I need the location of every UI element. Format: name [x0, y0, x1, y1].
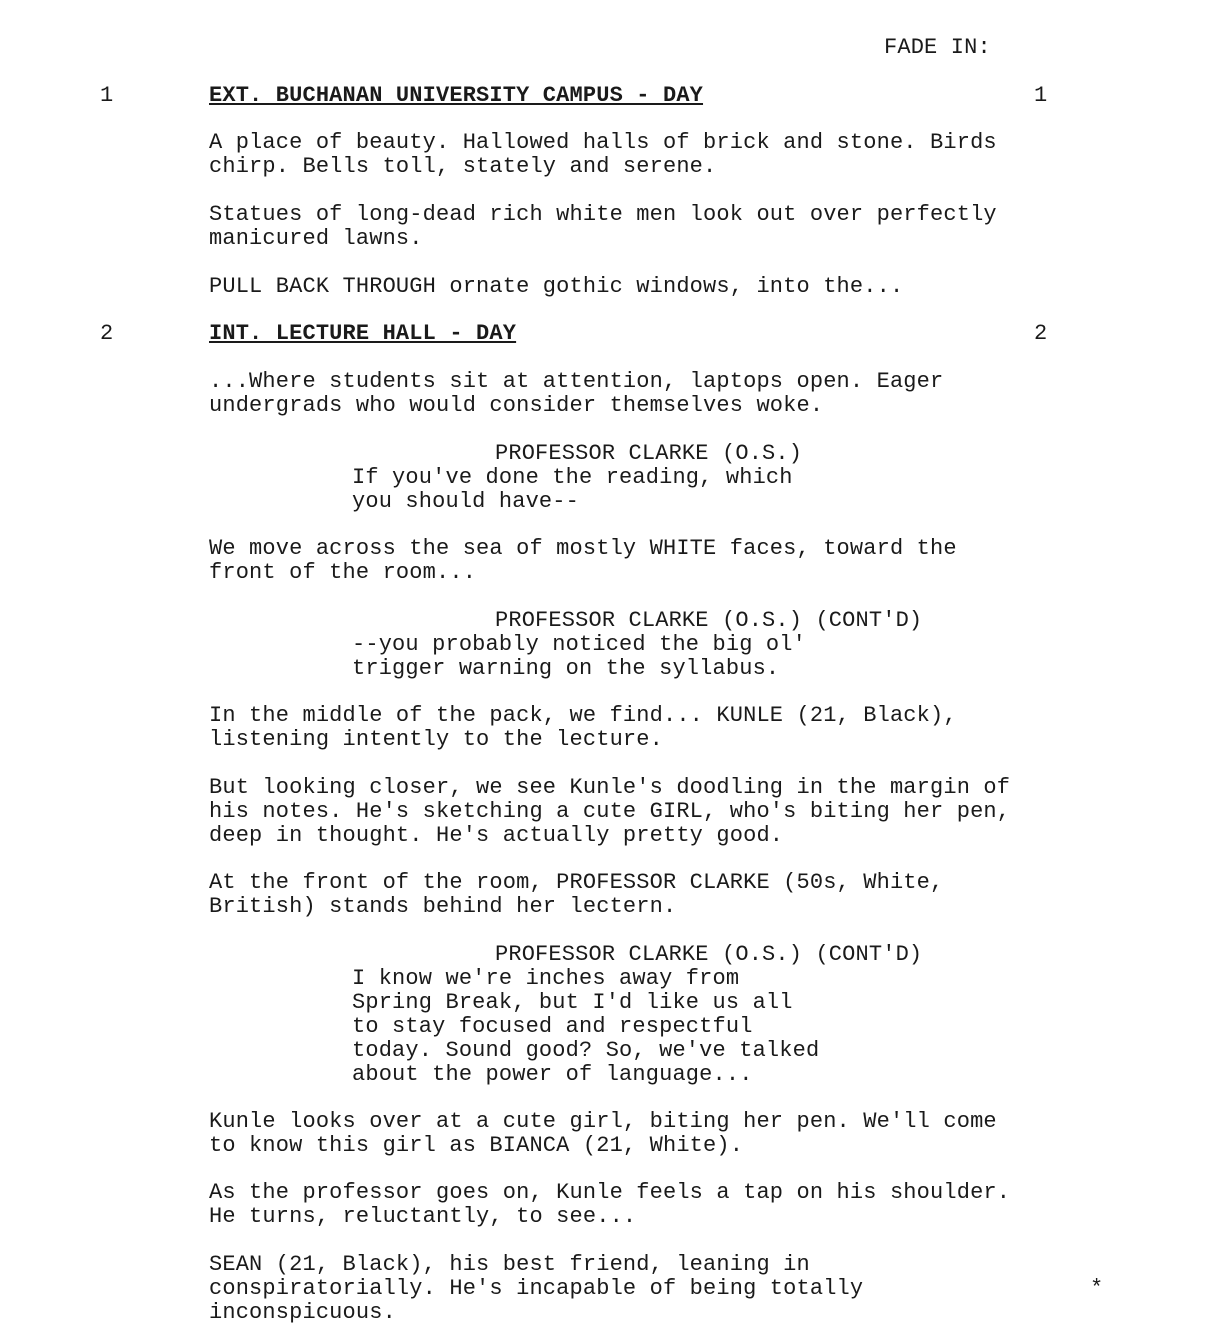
action-paragraph: A place of beauty. Hallowed halls of brick and stone. Birds chirp. Bells toll, stately and serene.	[209, 130, 997, 179]
transition-fade-in: FADE IN:	[884, 35, 991, 60]
action-paragraph: At the front of the room, PROFESSOR CLARKE (50s, White, British) stands behind her lectern.	[209, 870, 944, 919]
scene-number-left: 2	[100, 321, 114, 346]
scene-heading: EXT. BUCHANAN UNIVERSITY CAMPUS - DAY	[209, 83, 704, 108]
scene-number-right: 2	[1034, 321, 1048, 346]
action-paragraph: Kunle looks over at a cute girl, biting her pen. We'll come to know this girl as BIANCA (21, White).	[209, 1109, 997, 1158]
action-paragraph: We move across the sea of mostly WHITE faces, toward the front of the room...	[209, 536, 957, 585]
character-cue: PROFESSOR CLARKE (O.S.)	[495, 441, 803, 466]
dialogue-text: --you probably noticed the big ol' trigger warning on the syllabus.	[352, 632, 806, 681]
dialogue-text: If you've done the reading, which you should have--	[352, 465, 793, 514]
revision-asterisk: *	[1090, 1276, 1104, 1301]
dialogue-text: I know we're inches away from Spring Break, but I'd like us all to stay focused and respectful today. Sound good? So, we've talked about the power of language...	[352, 966, 820, 1087]
action-paragraph: In the middle of the pack, we find... KUNLE (21, Black), listening intently to the lecture.	[209, 703, 957, 752]
scene-number-left: 1	[100, 83, 114, 108]
action-paragraph: But looking closer, we see Kunle's doodling in the margin of his notes. He's sketching a cute GIRL, who's biting her pen, deep in thought. He's actually pretty good.	[209, 775, 1011, 848]
action-paragraph: PULL BACK THROUGH ornate gothic windows, into the...	[209, 274, 904, 299]
scene-number-right: 1	[1034, 83, 1048, 108]
character-cue: PROFESSOR CLARKE (O.S.) (CONT'D)	[495, 608, 923, 633]
action-paragraph: Statues of long-dead rich white men look out over perfectly manicured lawns.	[209, 202, 997, 251]
scene-heading: INT. LECTURE HALL - DAY	[209, 321, 517, 346]
action-paragraph: SEAN (21, Black), his best friend, leaning in conspiratorially. He's incapable of being totally inconspicuous.	[209, 1252, 864, 1325]
action-paragraph: As the professor goes on, Kunle feels a tap on his shoulder. He turns, reluctantly, to see...	[209, 1180, 1011, 1229]
action-paragraph: ...Where students sit at attention, laptops open. Eager undergrads who would consider themselves woke.	[209, 369, 944, 418]
character-cue: PROFESSOR CLARKE (O.S.) (CONT'D)	[495, 942, 923, 967]
